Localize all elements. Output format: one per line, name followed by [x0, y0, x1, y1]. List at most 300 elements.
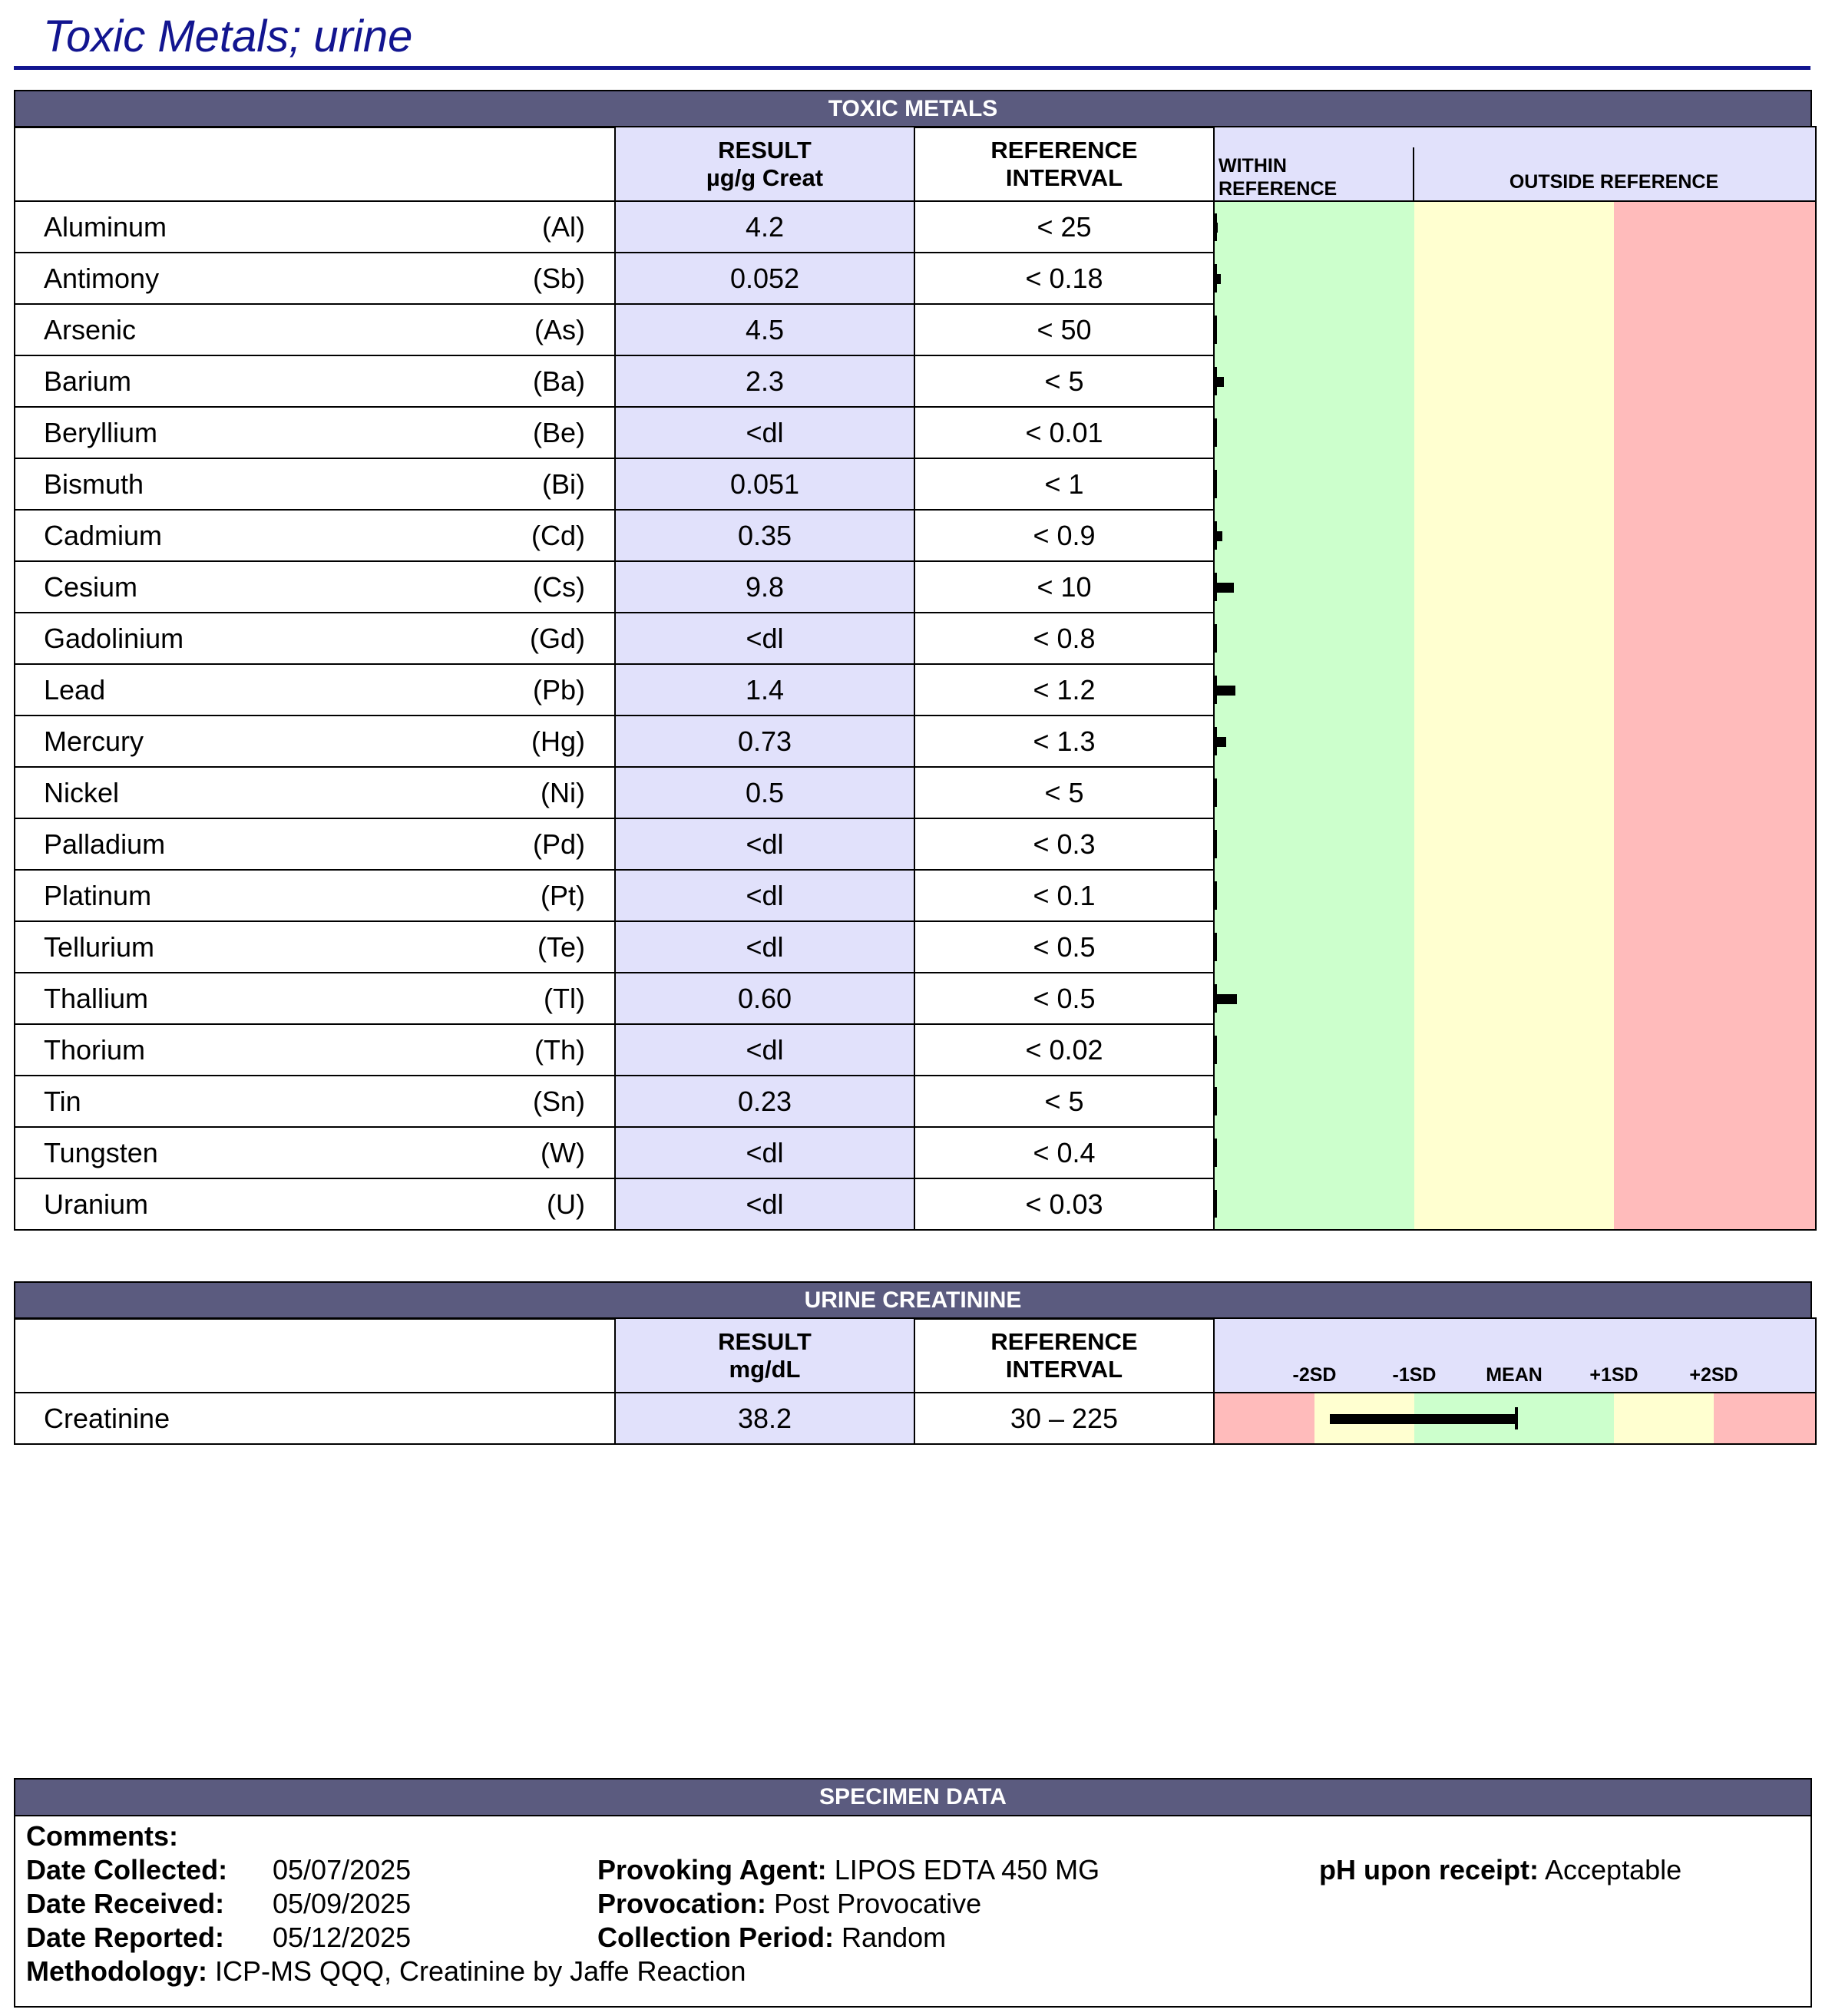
date-collected-value: 05/07/2025: [273, 1854, 412, 1885]
metal-symbol: (Al): [542, 210, 585, 243]
metal-reference: < 0.02: [914, 1024, 1214, 1076]
metal-result: 2.3: [615, 355, 914, 407]
reference-zones: [1215, 1178, 1815, 1229]
metal-name: Beryllium: [44, 416, 158, 448]
zone-within: [1215, 304, 1414, 355]
zone-caution: [1414, 253, 1614, 304]
metal-result: <dl: [615, 818, 914, 870]
reference-zones: [1215, 818, 1815, 870]
metal-result: 4.5: [615, 304, 914, 355]
creatinine-range-bar: [1330, 1414, 1516, 1424]
table-row: [15, 664, 1816, 716]
zone-within: [1215, 561, 1414, 613]
metal-reference: < 0.01: [914, 407, 1214, 458]
creatinine-name-cell: [15, 1393, 615, 1444]
metal-reference: < 0.5: [914, 921, 1214, 973]
metal-result: 1.4: [615, 664, 914, 716]
metal-result: 4.2: [615, 201, 914, 253]
collection-period-label: Collection Period:: [597, 1922, 835, 1953]
reference-zones: [1215, 1024, 1815, 1076]
metal-name-cell: [15, 561, 615, 613]
metal-result: <dl: [615, 1024, 914, 1076]
zone-outside: [1614, 1024, 1815, 1076]
zone-within: [1215, 973, 1414, 1024]
reference-zones: [1215, 921, 1815, 973]
table-row: [15, 253, 1816, 304]
bar-origin: [1215, 1190, 1217, 1218]
zone-outside: [1614, 304, 1815, 355]
sd-label: +1SD: [1589, 1364, 1638, 1386]
table-row: [15, 973, 1816, 1024]
metal-name: Thorium: [44, 1033, 146, 1066]
zone-outside: [1614, 458, 1815, 510]
metal-symbol: (Ni): [541, 776, 585, 808]
provoking-agent-label: Provoking Agent:: [597, 1854, 827, 1885]
specimen-data-box: [14, 1814, 1812, 2008]
zone-caution: [1414, 818, 1614, 870]
metal-name-cell: [15, 1024, 615, 1076]
creatinine-row: [15, 1393, 1816, 1444]
table-row: [15, 201, 1816, 253]
date-received-label: Date Received:: [26, 1888, 225, 1919]
metal-name: Tungsten: [44, 1136, 158, 1168]
metal-symbol: (U): [547, 1188, 585, 1220]
metal-graph-cell: [1214, 1076, 1816, 1127]
creatinine-reference-header-cell: [914, 1318, 1214, 1393]
zone-within: [1215, 1127, 1414, 1178]
toxic-metals-table: [14, 126, 1817, 1231]
metal-symbol: (Ba): [532, 365, 585, 397]
metal-graph-cell: [1214, 870, 1816, 921]
table-row: [15, 613, 1816, 664]
metal-name-cell: [15, 1076, 615, 1127]
metal-name: Arsenic: [44, 313, 137, 345]
metal-name: Mercury: [44, 725, 144, 757]
metal-symbol: (Te): [537, 930, 585, 963]
sd-label: -2SD: [1292, 1364, 1337, 1386]
bar-origin: [1215, 418, 1217, 448]
table-row: [15, 1178, 1816, 1230]
reference-zones: [1215, 613, 1815, 664]
creatinine-header: URINE CREATININE: [14, 1281, 1812, 1320]
metal-result: 0.052: [615, 253, 914, 304]
collection-period-value: Random: [842, 1922, 947, 1953]
metal-name-cell: [15, 716, 615, 767]
table-row: [15, 767, 1816, 818]
creatinine-graph-cell: [1214, 1393, 1816, 1444]
creatinine-result: 38.2: [615, 1393, 914, 1444]
creatinine-table: [14, 1317, 1817, 1445]
metal-graph-cell: [1214, 510, 1816, 561]
metal-name: Nickel: [44, 776, 120, 808]
creatinine-range-end-tick: [1515, 1407, 1518, 1429]
metal-name-cell: [15, 664, 615, 716]
metal-reference: < 5: [914, 767, 1214, 818]
metal-result: <dl: [615, 613, 914, 664]
zone-caution: [1414, 1127, 1614, 1178]
metal-graph-cell: [1214, 1178, 1816, 1230]
metal-name-cell: [15, 253, 615, 304]
zone-caution: [1414, 664, 1614, 716]
provocation-label: Provocation:: [597, 1888, 767, 1919]
zone-caution: [1414, 458, 1614, 510]
metal-name-cell: [15, 613, 615, 664]
zone-caution: [1414, 921, 1614, 973]
reference-zones: [1215, 1127, 1815, 1178]
specimen-header: SPECIMEN DATA: [14, 1778, 1812, 1816]
metal-graph-cell: [1214, 613, 1816, 664]
metal-result: 0.051: [615, 458, 914, 510]
zone-outside: [1614, 510, 1815, 561]
zone-within: [1215, 921, 1414, 973]
metal-reference: < 50: [914, 304, 1214, 355]
zone-caution: [1414, 561, 1614, 613]
result-bar: [1215, 274, 1221, 284]
zone-within: [1215, 716, 1414, 767]
reference-zones: [1215, 870, 1815, 921]
graph-header-cell: [1214, 127, 1816, 201]
table-row: [15, 1076, 1816, 1127]
bar-origin: [1215, 933, 1217, 962]
page-title: Toxic Metals; urine: [43, 12, 413, 61]
zone-above-2sd: [1714, 1393, 1815, 1443]
within-label-2: REFERENCE: [1219, 178, 1338, 200]
metal-name: Bismuth: [44, 468, 144, 500]
table-row: [15, 458, 1816, 510]
name-header-cell: [15, 127, 615, 201]
metal-symbol: (Bi): [542, 468, 585, 500]
toxic-metals-header: TOXIC METALS: [14, 90, 1812, 128]
table-row: [15, 921, 1816, 973]
metal-name-cell: [15, 921, 615, 973]
metal-graph-cell: [1214, 561, 1816, 613]
metal-graph-cell: [1214, 921, 1816, 973]
table-row: [15, 870, 1816, 921]
provoking-agent-row: [597, 1854, 1099, 1886]
zone-caution: [1414, 716, 1614, 767]
methodology-row: [26, 1955, 746, 1988]
zone-caution: [1414, 1076, 1614, 1127]
within-reference-header: [1219, 154, 1337, 200]
metal-graph-cell: [1214, 973, 1816, 1024]
metal-name-cell: [15, 458, 615, 510]
zone-within: [1215, 355, 1414, 407]
bar-origin: [1215, 830, 1217, 859]
provocation-row: [597, 1888, 981, 1920]
metal-reference: < 0.9: [914, 510, 1214, 561]
zone-within: [1215, 407, 1414, 458]
sd-scale-header-cell: [1214, 1318, 1816, 1393]
metal-graph-cell: [1214, 767, 1816, 818]
metal-name: Barium: [44, 365, 132, 397]
metal-name: Aluminum: [44, 210, 167, 243]
date-reported-value: 05/12/2025: [273, 1922, 412, 1953]
reference-zones: [1215, 304, 1815, 355]
comments-label: Comments:: [26, 1820, 179, 1852]
date-collected-label: Date Collected:: [26, 1854, 228, 1885]
metal-symbol: (Be): [532, 416, 585, 448]
metal-graph-cell: [1214, 201, 1816, 253]
metal-name-cell: [15, 201, 615, 253]
zone-outside: [1614, 1076, 1815, 1127]
result-bar: [1215, 326, 1216, 335]
metal-reference: < 10: [914, 561, 1214, 613]
creatinine-result-unit: mg/dL: [729, 1355, 801, 1383]
zone-outside: [1614, 1127, 1815, 1178]
result-header: RESULT: [718, 136, 812, 164]
zone-outside: [1614, 1178, 1815, 1229]
zone-caution: [1414, 1024, 1614, 1076]
zone-within: [1215, 1076, 1414, 1127]
provocation-value: Post Provocative: [774, 1888, 982, 1919]
metal-graph-cell: [1214, 407, 1816, 458]
result-bar: [1215, 737, 1226, 747]
reference-zones: [1215, 202, 1815, 253]
reference-zones: [1215, 664, 1815, 716]
metal-symbol: (Sn): [532, 1085, 585, 1117]
metal-name: Uranium: [44, 1188, 149, 1220]
reference-zones: [1215, 355, 1815, 407]
creatinine-header-row: [15, 1318, 1816, 1393]
result-unit: µg/g Creat: [706, 164, 824, 191]
result-bar: [1215, 788, 1217, 798]
reference-zones: [1215, 407, 1815, 458]
zone-within: [1215, 1178, 1414, 1229]
provoking-agent-value: LIPOS EDTA 450 MG: [834, 1854, 1100, 1885]
creatinine-reference-header-2: INTERVAL: [1005, 1355, 1123, 1383]
table-row: [15, 716, 1816, 767]
creatinine-reference-header: REFERENCE: [990, 1327, 1138, 1355]
metal-name: Tellurium: [44, 930, 155, 963]
methodology-label: Methodology:: [26, 1955, 207, 1987]
zone-below-2sd: [1215, 1393, 1314, 1443]
zone-within: [1215, 458, 1414, 510]
creatinine-result-header: RESULT: [718, 1327, 812, 1355]
creatinine-result-header-cell: [615, 1318, 914, 1393]
bar-origin: [1215, 624, 1217, 653]
reference-zones: [1215, 767, 1815, 818]
metal-symbol: (Pt): [541, 879, 585, 911]
table-row: [15, 1024, 1816, 1076]
metal-name-cell: [15, 818, 615, 870]
zone-caution: [1414, 407, 1614, 458]
table-row: [15, 1127, 1816, 1178]
zone-caution: [1414, 510, 1614, 561]
metal-result: <dl: [615, 407, 914, 458]
zone-outside: [1614, 253, 1815, 304]
reference-zones: [1215, 510, 1815, 561]
metal-graph-cell: [1214, 716, 1816, 767]
zone-within: [1215, 870, 1414, 921]
ph-label: pH upon receipt:: [1319, 1854, 1539, 1885]
metal-result: <dl: [615, 921, 914, 973]
within-label: WITHIN: [1219, 155, 1287, 177]
metal-reference: < 0.3: [914, 818, 1214, 870]
title-rule: [14, 66, 1810, 70]
zone-caution: [1414, 202, 1614, 253]
metal-name-cell: [15, 304, 615, 355]
metal-reference: < 1: [914, 458, 1214, 510]
metal-symbol: (Th): [534, 1033, 585, 1066]
metal-graph-cell: [1214, 1024, 1816, 1076]
ph-row: [1319, 1854, 1681, 1886]
metal-name: Lead: [44, 673, 106, 706]
result-header-cell: [615, 127, 914, 201]
table-row: [15, 818, 1816, 870]
metal-reference: < 25: [914, 201, 1214, 253]
outside-reference-header: OUTSIDE REFERENCE: [1509, 171, 1719, 193]
metal-graph-cell: [1214, 304, 1816, 355]
metal-name: Antimony: [44, 262, 160, 294]
collection-period-row: [597, 1922, 946, 1954]
result-bar: [1215, 223, 1218, 233]
zone-outside: [1614, 613, 1815, 664]
table-row: [15, 407, 1816, 458]
zone-caution: [1414, 355, 1614, 407]
reference-zones: [1215, 973, 1815, 1024]
zone-within: [1215, 613, 1414, 664]
metal-reference: < 0.1: [914, 870, 1214, 921]
creatinine-name-header-cell: [15, 1318, 615, 1393]
sd-label: MEAN: [1486, 1364, 1543, 1386]
metal-reference: < 1.2: [914, 664, 1214, 716]
zone-outside: [1614, 767, 1815, 818]
date-reported-label: Date Reported:: [26, 1922, 225, 1953]
metal-name-cell: [15, 355, 615, 407]
zone-caution: [1414, 767, 1614, 818]
toxic-metals-header-row: [15, 127, 1816, 201]
comments-row: [26, 1820, 178, 1852]
metal-result: 0.5: [615, 767, 914, 818]
reference-header-2: INTERVAL: [1005, 164, 1123, 191]
bar-origin: [1215, 1139, 1217, 1168]
metal-reference: < 5: [914, 355, 1214, 407]
metal-graph-cell: [1214, 458, 1816, 510]
result-bar: [1215, 377, 1224, 387]
metal-result: 0.73: [615, 716, 914, 767]
metal-symbol: (Cd): [531, 519, 585, 551]
metal-name: Gadolinium: [44, 622, 184, 654]
metal-name-cell: [15, 973, 615, 1024]
metal-symbol: (Tl): [544, 982, 585, 1014]
zone-outside: [1614, 870, 1815, 921]
zone-caution: [1414, 973, 1614, 1024]
reference-zones: [1215, 253, 1815, 304]
zone-within: [1215, 767, 1414, 818]
metal-reference: < 1.3: [914, 716, 1214, 767]
metal-symbol: (W): [541, 1136, 585, 1168]
metal-name-cell: [15, 767, 615, 818]
methodology-value: ICP-MS QQQ, Creatinine by Jaffe Reaction: [214, 1955, 746, 1987]
zone-within: [1215, 253, 1414, 304]
zone-outside: [1614, 202, 1815, 253]
zone-within: [1215, 510, 1414, 561]
metal-graph-cell: [1214, 355, 1816, 407]
creatinine-name: Creatinine: [44, 1402, 170, 1434]
metal-reference: < 5: [914, 1076, 1214, 1127]
result-bar: [1215, 583, 1234, 593]
metal-name: Tin: [44, 1085, 81, 1117]
metal-name-cell: [15, 1178, 615, 1230]
reference-zones: [1215, 1076, 1815, 1127]
ph-value: Acceptable: [1545, 1854, 1682, 1885]
metal-result: 9.8: [615, 561, 914, 613]
table-row: [15, 561, 1816, 613]
metal-name: Palladium: [44, 828, 166, 860]
metal-result: <dl: [615, 1178, 914, 1230]
reference-header: REFERENCE: [990, 136, 1138, 164]
sd-label: -1SD: [1392, 1364, 1437, 1386]
bar-origin: [1215, 1036, 1217, 1065]
metal-result: <dl: [615, 870, 914, 921]
metal-name-cell: [15, 510, 615, 561]
metal-name-cell: [15, 1127, 615, 1178]
metal-name: Thallium: [44, 982, 149, 1014]
zone-within: [1215, 1024, 1414, 1076]
zone-outside: [1614, 921, 1815, 973]
result-bar: [1215, 531, 1222, 541]
creatinine-reference: 30 – 225: [914, 1393, 1214, 1444]
table-row: [15, 304, 1816, 355]
metal-graph-cell: [1214, 253, 1816, 304]
sd-label: +2SD: [1689, 1364, 1738, 1386]
metal-symbol: (Sb): [532, 262, 585, 294]
zone-outside: [1614, 407, 1815, 458]
result-bar: [1215, 686, 1235, 696]
zone-1sd-2sd-high: [1614, 1393, 1714, 1443]
result-bar: [1215, 994, 1237, 1004]
metal-symbol: (Pd): [532, 828, 585, 860]
metal-reference: < 0.8: [914, 613, 1214, 664]
zone-outside: [1614, 561, 1815, 613]
reference-header-cell: [914, 127, 1214, 201]
zone-caution: [1414, 613, 1614, 664]
zone-caution: [1414, 1178, 1614, 1229]
metal-reference: < 0.03: [914, 1178, 1214, 1230]
reference-zones: [1215, 458, 1815, 510]
zone-outside: [1614, 818, 1815, 870]
date-received-value: 05/09/2025: [273, 1888, 412, 1919]
metal-name: Cesium: [44, 570, 138, 603]
metal-name: Platinum: [44, 879, 152, 911]
metal-symbol: (Gd): [530, 622, 585, 654]
bar-origin: [1215, 881, 1217, 911]
metal-symbol: (Cs): [533, 570, 585, 603]
zone-within: [1215, 818, 1414, 870]
reference-zones: [1215, 561, 1815, 613]
metal-name-cell: [15, 407, 615, 458]
metal-symbol: (Pb): [532, 673, 585, 706]
metal-symbol: (Hg): [531, 725, 585, 757]
metal-symbol: (As): [534, 313, 585, 345]
metal-result: 0.35: [615, 510, 914, 561]
metal-graph-cell: [1214, 1127, 1816, 1178]
metal-name-cell: [15, 870, 615, 921]
table-row: [15, 355, 1816, 407]
reference-zones: [1215, 716, 1815, 767]
metal-result: 0.23: [615, 1076, 914, 1127]
zone-within: [1215, 202, 1414, 253]
table-row: [15, 510, 1816, 561]
metal-graph-cell: [1214, 818, 1816, 870]
zone-outside: [1614, 664, 1815, 716]
zone-outside: [1614, 973, 1815, 1024]
metal-reference: < 0.4: [914, 1127, 1214, 1178]
zone-outside: [1614, 716, 1815, 767]
zone-caution: [1414, 870, 1614, 921]
metal-result: <dl: [615, 1127, 914, 1178]
metal-reference: < 0.5: [914, 973, 1214, 1024]
